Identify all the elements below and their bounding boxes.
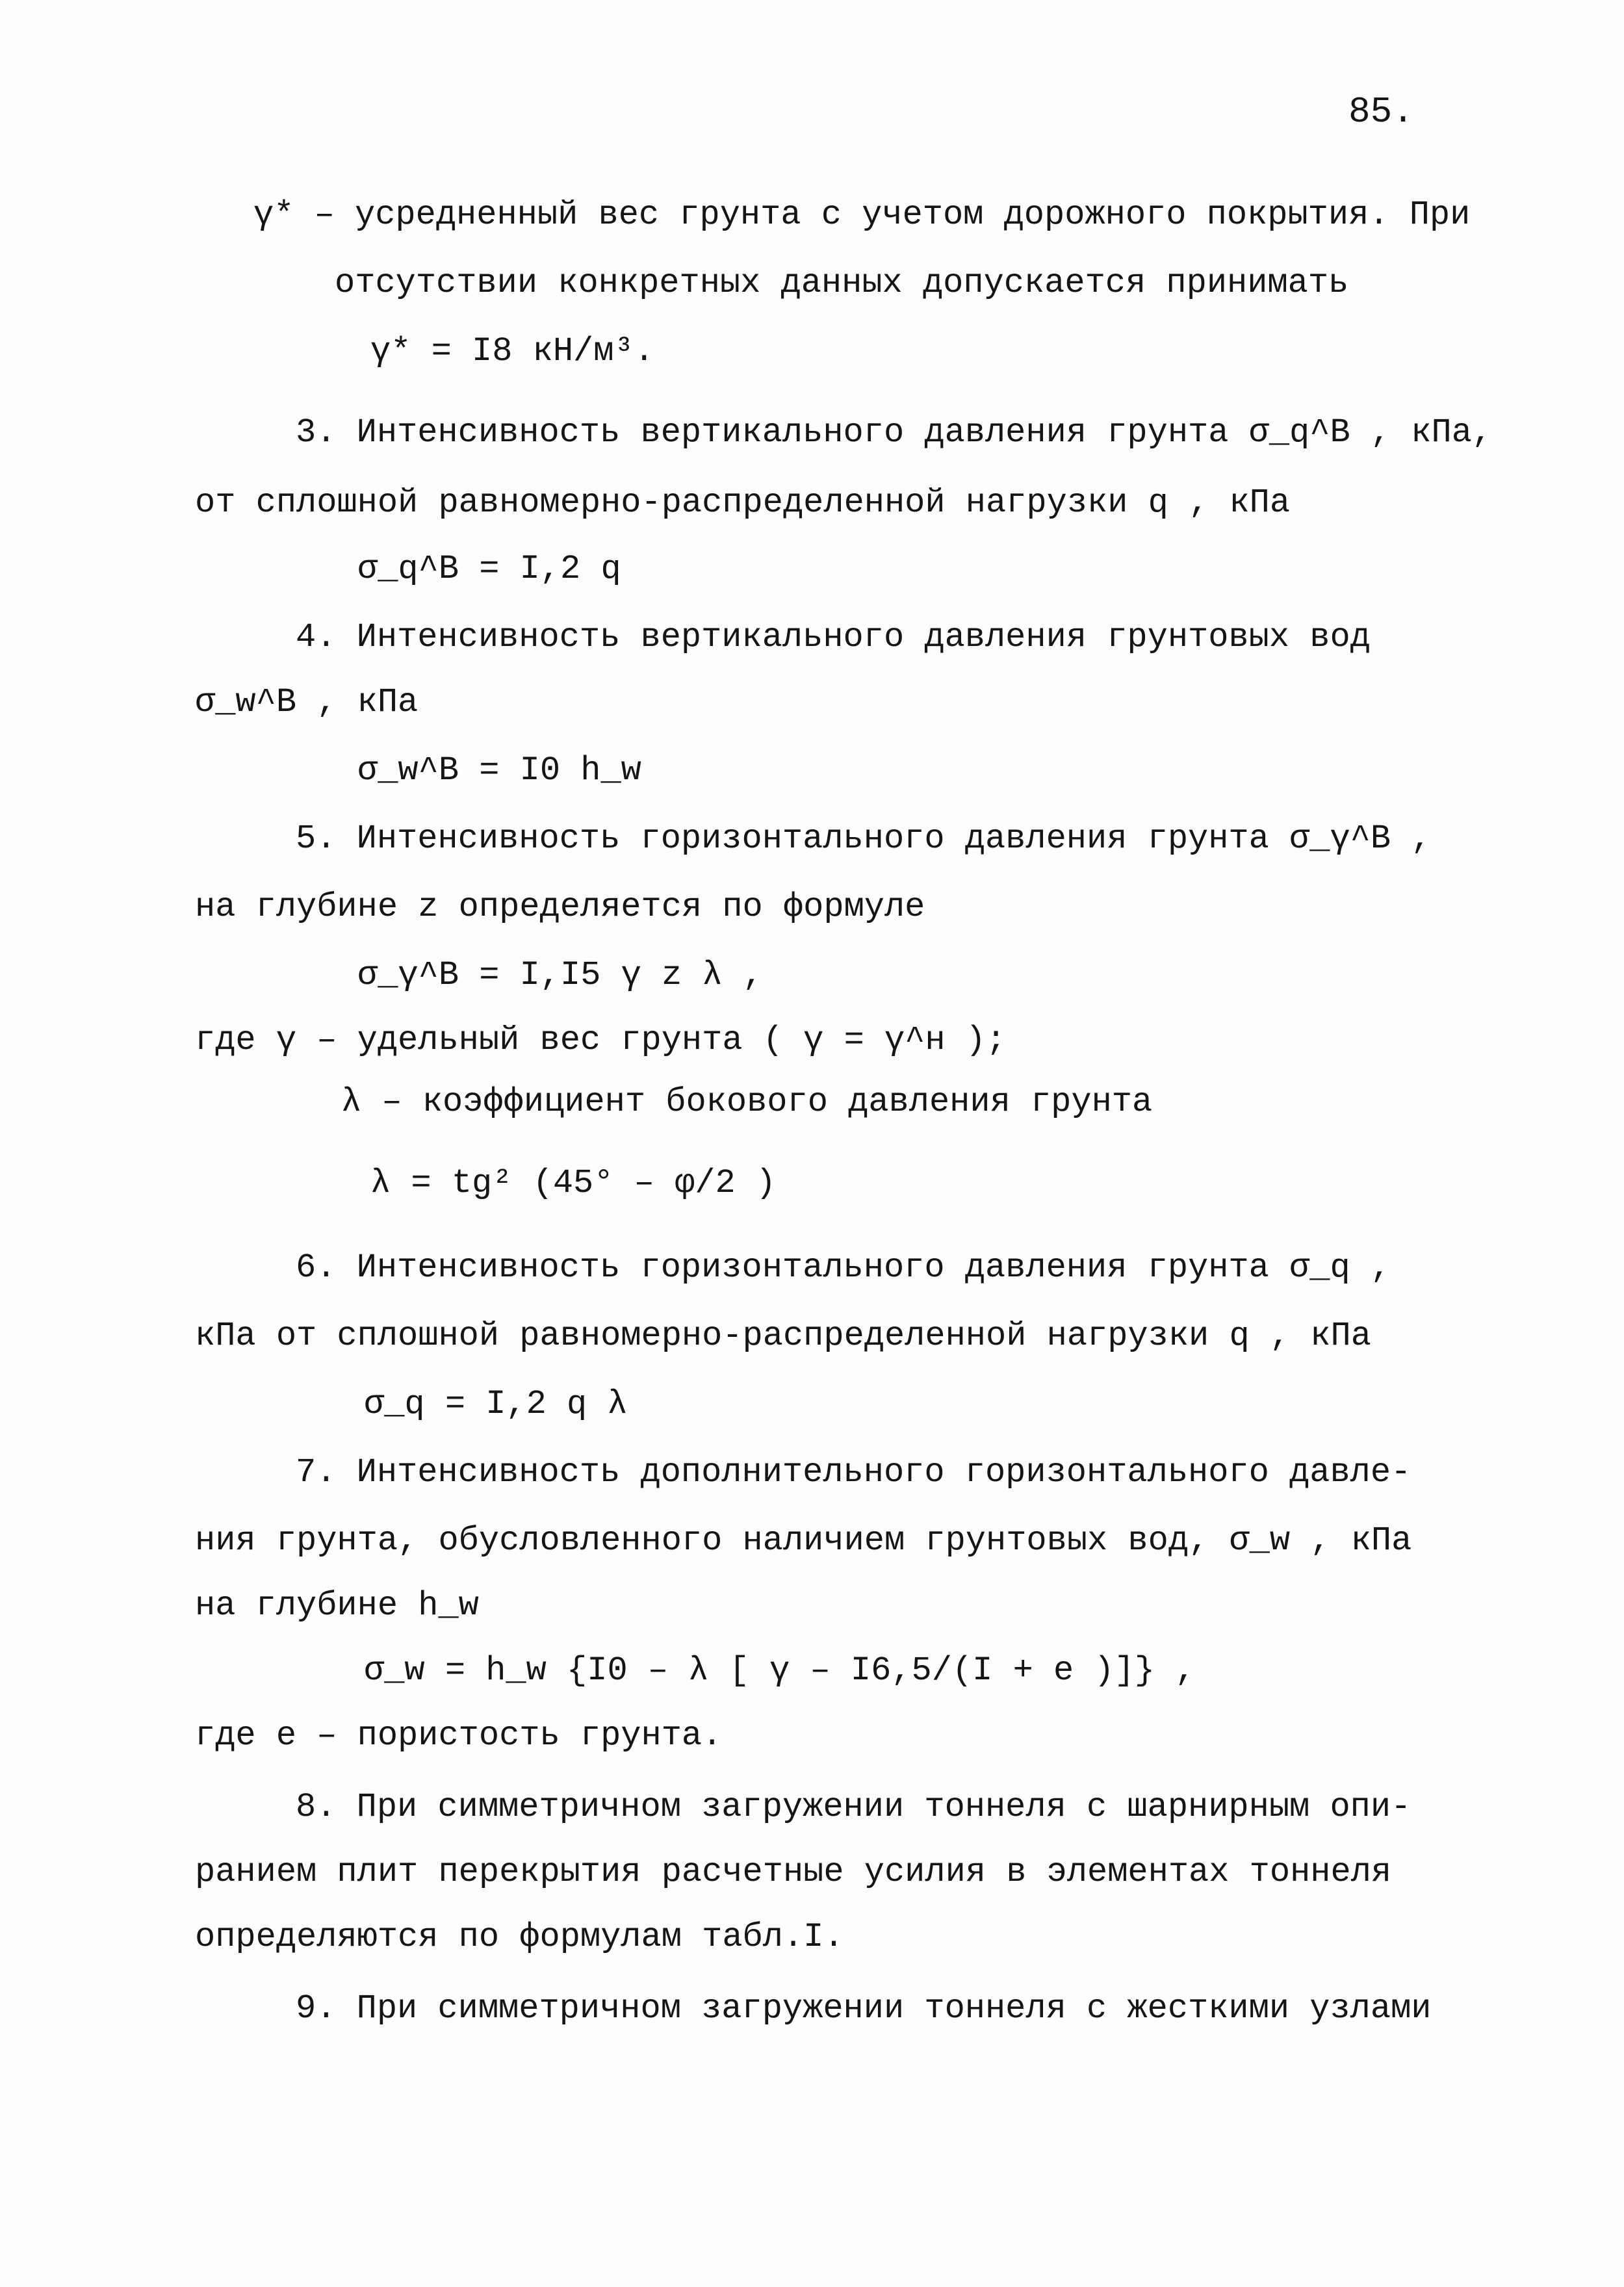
text-line: σ_w^B , кПа — [195, 683, 419, 721]
text-line: где γ – удельный вес грунта ( γ = γ^н ); — [195, 1021, 1007, 1059]
text-line: 9. При симметричном загружении тоннеля с жесткими узлами — [296, 1989, 1432, 2028]
text-line: 4. Интенсивность вертикального давления грунтовых вод — [296, 618, 1371, 656]
formula-line: γ* = I8 кН/м³. — [370, 332, 654, 370]
formula-line: σ_q = I,2 q λ — [364, 1385, 628, 1423]
text-line: на глубине z определяется по формуле — [195, 888, 925, 926]
formula-line: σ_q^B = I,2 q — [357, 550, 621, 588]
text-line: 8. При симметричном загружении тоннеля с шарнирным опи- — [296, 1788, 1411, 1826]
text-line: ранием плит перекрытия расчетные усилия в элементах тоннеля — [195, 1853, 1392, 1891]
text-line: на глубине h_w — [195, 1586, 479, 1625]
page-number: 85. — [1348, 91, 1414, 133]
text-line: кПа от сплошной равномерно-распределенной нагрузки q , кПа — [195, 1317, 1371, 1355]
formula-line: σ_w^B = I0 h_w — [357, 751, 641, 790]
formula-line: σ_γ^B = I,I5 γ z λ , — [357, 956, 764, 994]
text-line: 6. Интенсивность горизонтального давления грунта σ_q , — [296, 1248, 1391, 1287]
text-line: от сплошной равномерно-распределенной нагрузки q , кПа — [195, 484, 1291, 522]
text-line: γ* – усредненный вес грунта с учетом дорожного покрытия. При — [253, 196, 1471, 234]
text-line: где e – пористость грунта. — [195, 1716, 723, 1755]
formula-line: σ_w = h_w {I0 – λ [ γ – I6,5/(I + e )]} , — [364, 1651, 1196, 1690]
text-line: λ – коэффициент бокового давления грунта — [341, 1083, 1153, 1121]
text-line: 3. Интенсивность вертикального давления грунта σ_q^B , кПа, — [296, 413, 1493, 452]
formula-line: λ = tg² (45° – φ/2 ) — [370, 1164, 777, 1202]
text-line: 7. Интенсивность дополнительного горизонтального давле- — [296, 1453, 1411, 1492]
text-line: ния грунта, обусловленного наличием грунтовых вод, σ_w , кПа — [195, 1521, 1412, 1560]
text-line: отсутствии конкретных данных допускается принимать — [335, 264, 1349, 302]
text-line: определяются по формулам табл.I. — [195, 1918, 844, 1956]
text-line: 5. Интенсивность горизонтального давления грунта σ_γ^B , — [296, 820, 1432, 858]
